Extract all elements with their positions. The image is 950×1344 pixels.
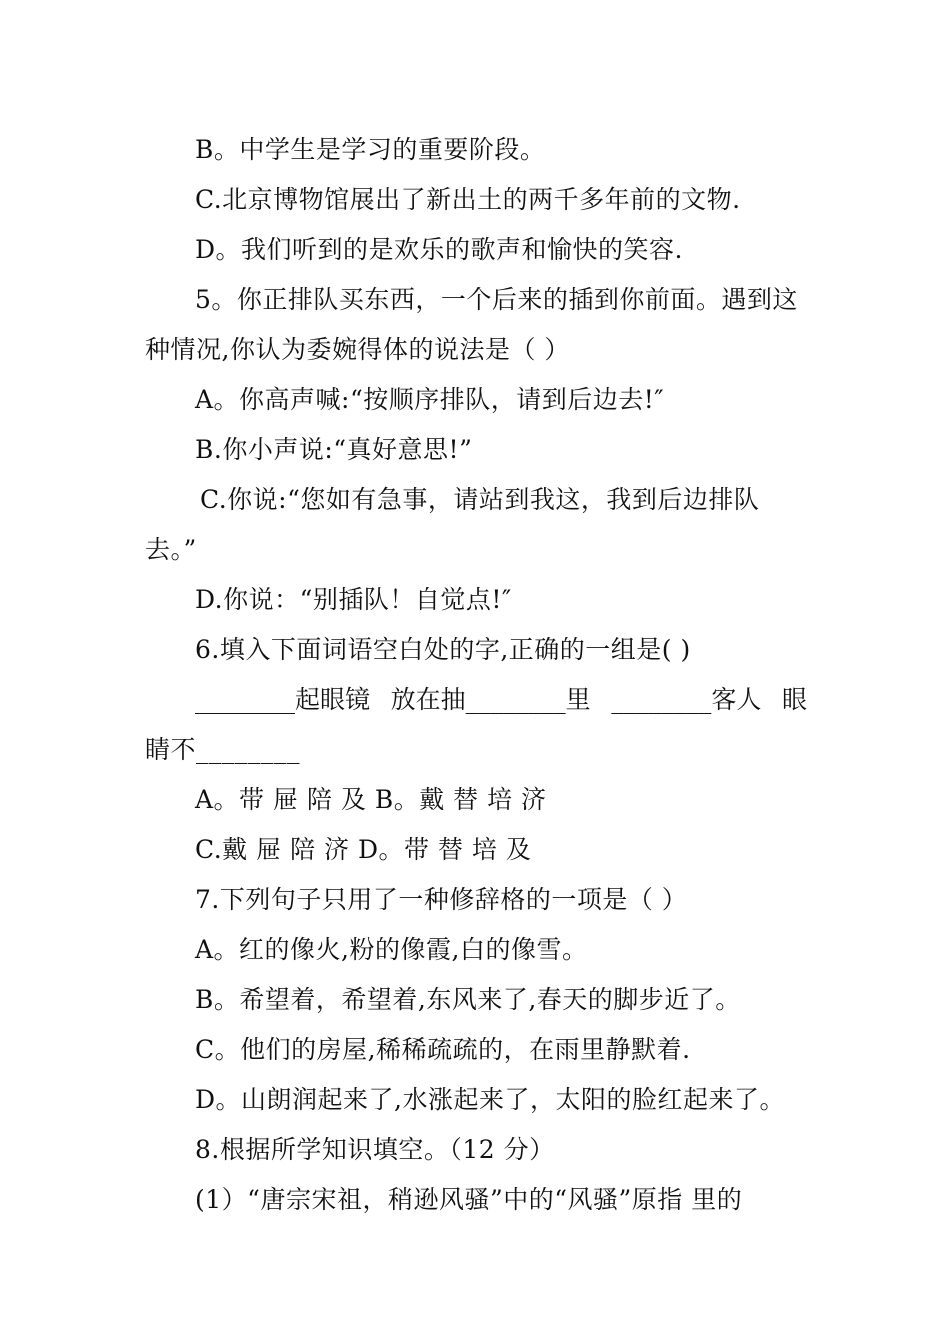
q6-word-1: 起眼镜 (295, 685, 371, 714)
q6-options-cd: C.戴 屉 陪 济 D。带 替 培 及 (195, 835, 532, 864)
q6-stem: 6.填入下面词语空白处的字,正确的一组是( ) (195, 635, 691, 664)
q7-option-b: B。希望着，希望着,东风来了,春天的脚步近了。 (195, 985, 741, 1014)
q6-group-3 (611, 683, 761, 717)
q5-option-c-line-2: 去。” (145, 535, 197, 564)
q6-blank-3: ________ (611, 685, 712, 714)
q7-option-c: C。他们的房屋,稀稀疏疏的，在雨里静默着. (195, 1035, 691, 1064)
q7-stem: 7.下列句子只用了一种修辞格的一项是（ ） (195, 885, 688, 914)
q7-option-a: A。红的像火,粉的像霞,白的像雪。 (195, 935, 588, 964)
q5-option-a: A。你高声喊:“按顺序排队，请到后边去!″ (195, 385, 665, 414)
q6-row2-word: 睛不 (145, 735, 197, 764)
q6-options-ab: A。带 屉 陪 及 B。戴 替 培 济 (195, 785, 547, 814)
q6-group-2 (391, 683, 591, 717)
q5-stem-line-2: 种情况,你认为委婉得体的说法是（ ） (145, 335, 570, 364)
q6-word-5: 眼 (781, 685, 807, 714)
q6-fill-row-2 (145, 733, 300, 767)
q6-word-4: 客人 (711, 685, 762, 714)
q5-option-d: D.你说：“别插队！自觉点!″ (195, 585, 512, 614)
q6-group-1 (195, 683, 370, 717)
q6-word-3: 里 (565, 685, 591, 714)
q6-blank-1: ________ (195, 685, 295, 714)
q4-option-d: D。我们听到的是欢乐的歌声和愉快的笑容. (195, 235, 683, 264)
q5-stem-line-1: 5。你正排队买东西，一个后来的插到你前面。遇到这 (195, 285, 798, 314)
q7-option-d: D。山朗润起来了,水涨起来了，太阳的脸红起来了。 (195, 1085, 785, 1114)
q8-item-1: (1）“唐宗宋祖，稍逊风骚”中的“风骚”原指 里的 (195, 1185, 743, 1214)
q4-option-b: B。中学生是学习的重要阶段。 (195, 135, 546, 164)
q6-blank-2: ________ (465, 685, 566, 714)
q5-option-c-line-1: C.你说:“您如有急事，请站到我这，我到后边排队 (200, 485, 760, 514)
q6-word-2: 放在抽 (390, 685, 466, 714)
q6-row2-blank: ________ (196, 735, 301, 764)
q4-option-c: C.北京博物馆展出了新出土的两千多年前的文物. (195, 185, 741, 214)
q6-fill-row-1 (195, 683, 807, 717)
q5-option-b: B.你小声说:“真好意思!” (195, 435, 473, 464)
q8-stem: 8.根据所学知识填空。（12 分） (195, 1135, 555, 1164)
